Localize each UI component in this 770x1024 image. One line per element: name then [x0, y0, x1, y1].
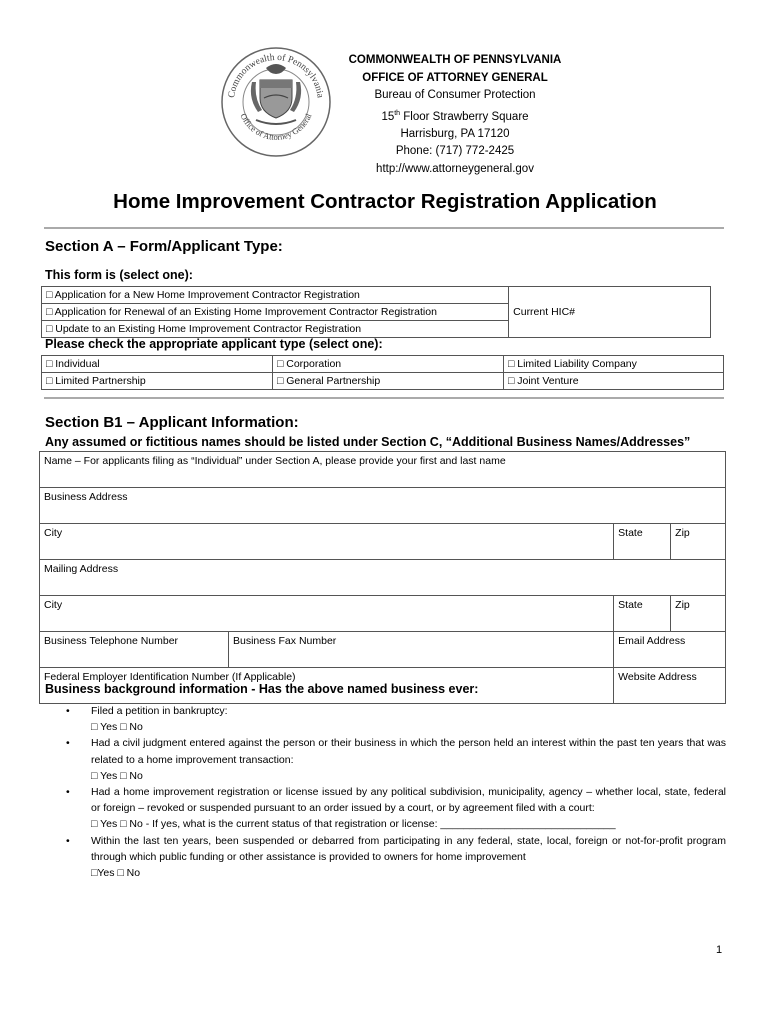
business-phone-field[interactable]: Business Telephone Number [40, 632, 229, 668]
section-a-heading: Section A – Form/Applicant Type: [45, 238, 283, 255]
business-city-field[interactable]: City [40, 524, 614, 560]
option-new-registration[interactable]: □ Application for a New Home Improvement Contractor Registration [42, 287, 509, 304]
agency-line-bureau: Bureau of Consumer Protection [374, 89, 536, 101]
type-corporation[interactable]: □ Corporation [273, 356, 504, 373]
yes-no-options[interactable]: □ Yes □ No - If yes, what is the current status of that registration or license: ______________________________ [91, 818, 616, 831]
list-item: • Within the last ten years, been suspended or debarred from participating in any federal, state, local, foreign or not-for-profit program through which public funding or other assistance is provided to owners for home improvement □Yes □ No [66, 833, 726, 882]
type-llc[interactable]: □ Limited Liability Company [504, 356, 724, 373]
bullet-icon: • [66, 786, 70, 799]
form-type-table [41, 286, 711, 338]
applicant-info-table [39, 451, 726, 704]
page-number: 1 [716, 944, 723, 956]
business-fax-field[interactable]: Business Fax Number [229, 632, 614, 668]
attorney-general-seal [220, 46, 332, 158]
current-hic-field[interactable]: Current HIC# [509, 287, 711, 338]
seal-text-top: Commonwealth of Pennsylvania [227, 52, 325, 99]
bullet-icon: • [66, 705, 70, 717]
type-general-partnership[interactable]: □ General Partnership [273, 373, 504, 390]
page-title: Home Improvement Contractor Registration Application [113, 190, 657, 213]
form-type-prompt: This form is (select one): [45, 268, 193, 282]
fictitious-names-note: Any assumed or fictitious names should be listed under Section C, “Additional Business Names/Addresses” [45, 435, 691, 449]
mailing-zip-field[interactable]: Zip [671, 596, 726, 632]
list-item: • Had a civil judgment entered against the person or their business in which the person held an interest within the past ten years that was related to a home improvement transaction: □ Yes □ No [66, 735, 726, 784]
business-state-field[interactable]: State [614, 524, 671, 560]
divider [44, 227, 724, 229]
section-b1-heading: Section B1 – Applicant Information: [45, 414, 299, 431]
type-joint-venture[interactable]: □ Joint Venture [504, 373, 724, 390]
type-individual[interactable]: □ Individual [42, 356, 273, 373]
applicant-type-table [41, 355, 724, 390]
business-address-field[interactable]: Business Address [40, 488, 726, 524]
type-limited-partnership[interactable]: □ Limited Partnership [42, 373, 273, 390]
list-item: • Filed a petition in bankruptcy: □ Yes □ No [66, 703, 726, 735]
bullet-icon: • [66, 737, 70, 750]
divider [44, 397, 724, 399]
option-update-registration[interactable]: □ Update to an Existing Home Improvement Contractor Registration [42, 321, 509, 338]
mailing-address-field[interactable]: Mailing Address [40, 560, 726, 596]
background-heading: Business background information - Has the above named business ever: [45, 682, 479, 696]
website-field[interactable]: Website Address [614, 668, 726, 704]
yes-no-options[interactable]: □ Yes □ No [91, 769, 143, 782]
email-field[interactable]: Email Address [614, 632, 726, 668]
applicant-type-prompt: Please check the appropriate applicant type (select one): [45, 337, 383, 351]
yes-no-options[interactable]: □ Yes □ No [91, 721, 143, 734]
agency-line-office: OFFICE OF ATTORNEY GENERAL [362, 71, 548, 84]
mailing-city-field[interactable]: City [40, 596, 614, 632]
name-field[interactable]: Name – For applicants filing as “Individual” under Section A, please provide your first and last name [40, 452, 726, 488]
agency-line-city: Harrisburg, PA 17120 [400, 127, 510, 140]
agency-line-commonwealth: COMMONWEALTH OF PENNSYLVANIA [348, 54, 562, 66]
mailing-state-field[interactable]: State [614, 596, 671, 632]
yes-no-options[interactable]: □Yes □ No [91, 867, 141, 880]
option-renewal-registration[interactable]: □ Application for Renewal of an Existing Home Improvement Contractor Registration [42, 304, 509, 321]
business-zip-field[interactable]: Zip [671, 524, 726, 560]
fein-field[interactable]: Federal Employer Identification Number (If Applicable) [40, 668, 614, 704]
bullet-icon: • [66, 834, 70, 847]
agency-line-floor: 15th Floor Strawberry Square [381, 109, 529, 123]
list-item: • Had a home improvement registration or license issued by any political subdivision, municipality, agency – whether local, state, federal or foreign – revoked or suspended pursuant to an order issued by a court, or by agreement filed with a court: □ Yes □ No - If yes, what is the current status of that registration or license: ______________________________ [66, 784, 726, 833]
seal-text-bottom: Office of Attorney General [238, 111, 314, 142]
agency-line-phone: Phone: (717) 772-2425 [395, 145, 515, 158]
agency-address-block [335, 52, 575, 178]
agency-website-link[interactable]: http://www.attorneygeneral.gov [376, 162, 534, 175]
background-list [66, 703, 726, 881]
